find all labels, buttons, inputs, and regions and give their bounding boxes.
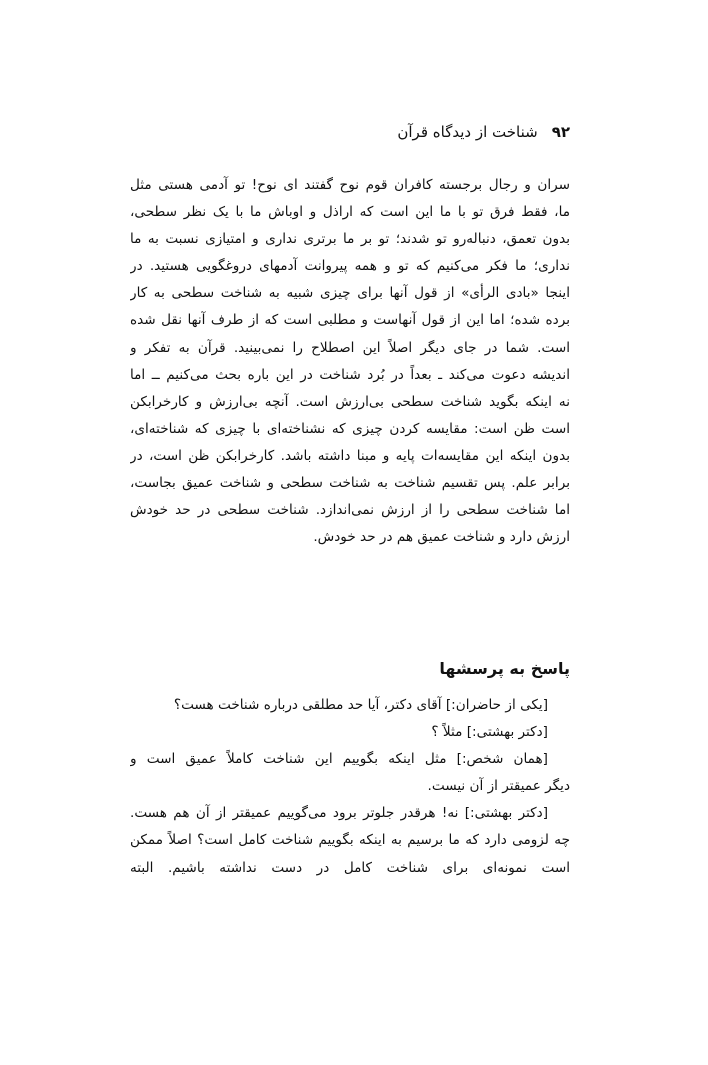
page-number: ۹۲	[551, 123, 570, 141]
body-paragraph	[130, 172, 570, 551]
text-line: ما، فقط فرق تو با ما این است که اراذل و اوباش ما با یک نظر سطحی،	[130, 204, 570, 221]
text-line: نه اینکه بگوید شناخت سطحی بی‌ارزش است. آنچه بی‌ارزش و کارخرابکن	[130, 393, 570, 410]
text-line: سران و رجال برجسته کافران قوم نوح گفتند ای نوح! تو آدمی هستی مثل	[130, 177, 570, 193]
qa-line: [دکتر بهشتی:] نه! هرقدر جلوتر برود می‌گوییم عمیقتر از آن هم هست.	[130, 805, 548, 822]
text-line: بدون اینکه این مقایسه‌ات پایه و مبنا داشته باشد. کارخرابکن ظن است، در	[130, 447, 570, 464]
text-line: اندیشه دعوت می‌کند ـ بعداً در بُرد شناخت در این باره بحث می‌کنیم ــ اما	[130, 366, 570, 383]
qa-line: [دکتر بهشتی:] مثلاً ؟	[431, 724, 548, 741]
qa-line: چه لزومی دارد که ما برسیم به اینکه بگوییم شناخت کامل است؟ اصلاً ممکن	[130, 832, 570, 849]
text-line: برابر علم. پس تقسیم شناخت به شناخت سطحی و شناخت عمیق بجاست،	[130, 475, 570, 492]
text-line: بدون تعمق، دنباله‌رو تو شدند؛ تو بر ما برتری نداری و امتیازی نسبت به ما	[130, 231, 570, 248]
qa-section	[130, 692, 570, 882]
qa-line: دیگر عمیقتر از آن نیست.	[427, 778, 570, 795]
qa-line: [همان شخص:] مثل اینکه بگوییم این شناخت کاملاً عمیق است و	[130, 751, 548, 768]
text-line: برده شده؛ اما این از قول آنهاست و مطلبی است که از طرف آنها نقل شده	[130, 312, 570, 329]
section-heading: پاسخ به پرسشها	[439, 659, 570, 678]
text-line: اینجا «بادی الرأی» از قول آنها برای چیزی شبیه به شناخت سطحی به کار	[130, 285, 570, 302]
running-title: شناخت از دیدگاه قرآن	[397, 123, 538, 141]
qa-line: است نمونه‌ای برای شناخت کامل در دست نداشته باشیم. البته	[130, 859, 570, 876]
qa-line: [یکی از حاضران:] آقای دکتر، آیا حد مطلقی درباره شناخت هست؟	[173, 697, 548, 713]
text-line: نداری؛ ما فکر می‌کنیم که تو و همه پیروانت آدمهای دروغگویی هستید. در	[130, 258, 570, 275]
text-line: ارزش دارد و شناخت عمیق هم در حد خودش.	[313, 529, 570, 546]
text-line: اما شناخت سطحی را از ارزش نمی‌اندازد. شناخت سطحی در حد خودش	[130, 502, 570, 519]
text-line: است. شما در جای دیگر اصلاً این اصطلاح را نمی‌بینید. قرآن به تفکر و	[130, 339, 570, 356]
text-line: است ظن است: مقایسه کردن چیزی که نشناخته‌ای با چیزی که شناخته‌ای،	[130, 420, 570, 437]
running-head	[130, 120, 570, 144]
